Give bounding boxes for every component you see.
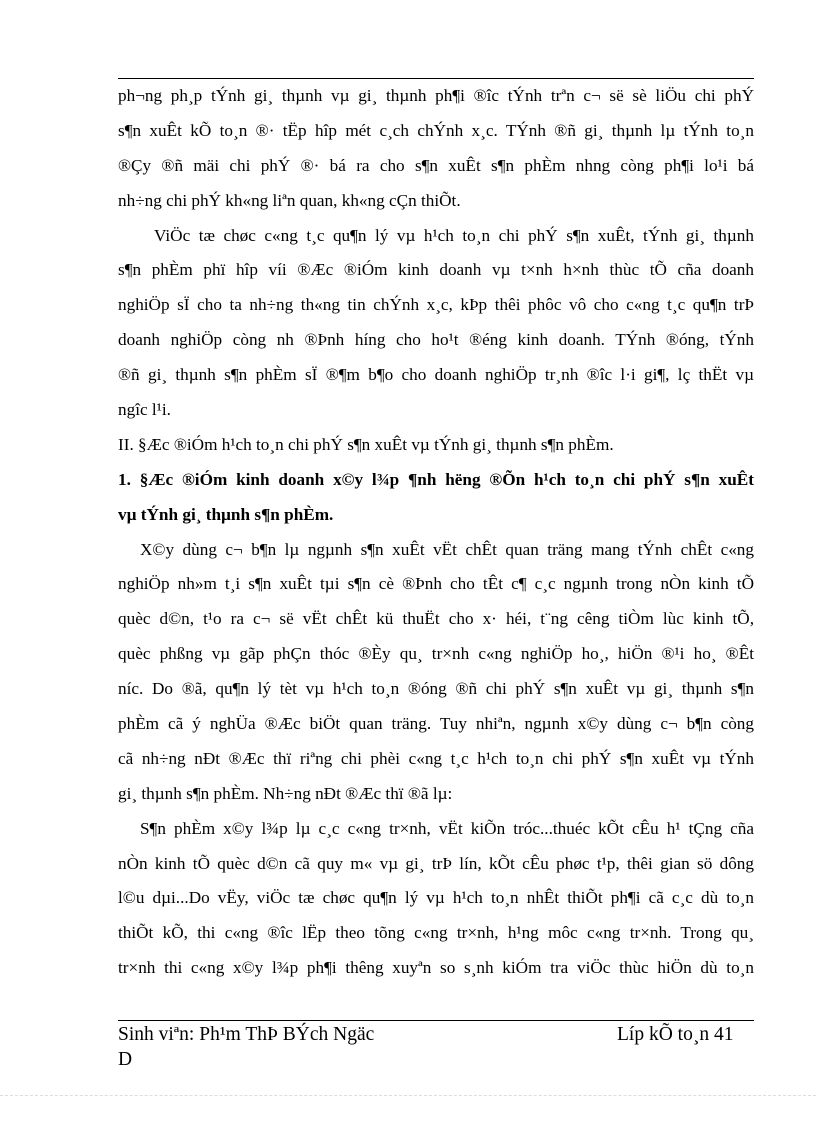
footer-student <box>118 1022 374 1072</box>
paragraph-line: thiÕt kÕ, thi c«ng ®îc lËp theo tõng c«ng tr×nh, h¹ng môc c«ng tr×nh. Trong qu¸ <box>118 923 754 943</box>
footer-student-name: Sinh viªn: Ph¹m ThÞ BÝch Ngäc <box>118 1024 375 1045</box>
paragraph-line: s¶n phÈm phï hîp víi ®Æc ®iÓm kinh doanh vµ t×nh h×nh thùc tÕ cña doanh <box>118 260 754 280</box>
paragraph-line: s¶n xuÊt kÕ to¸n ®· tËp hîp mét c¸ch chÝnh x¸c. TÝnh ®ñ gi¸ thµnh lµ tÝnh to¸n <box>118 120 754 140</box>
paragraph-line: ®Çy ®ñ mäi chi phÝ ®· bá ra cho s¶n xuÊt s¶n phÈm nhng còng ph¶i lo¹i bá <box>118 155 754 175</box>
paragraph-line: ®ñ gi¸ thµnh s¶n phÈm sÏ ®¶m b¶o cho doanh nghiÖp tr¸nh ®îc l·i gi¶, lç thËt vµ <box>118 365 754 385</box>
footer-class: Líp kÕ to¸n 41 <box>617 1024 734 1045</box>
paragraph-line: phÈm cã ý nghÜa ®Æc biÖt quan träng. Tuy nhiªn, ngµnh x©y dùng c¬ b¶n còng <box>118 714 754 734</box>
paragraph-line: X©y dùng c¬ b¶n lµ ngµnh s¶n xuÊt vËt chÊt quan träng mang tÝnh chÊt c«ng <box>140 539 754 559</box>
paragraph-line: quèc phßng vµ gãp phÇn thóc ®Èy qu¸ tr×nh c«ng nghiÖp ho¸, hiÖn ®¹i ho¸ ®Êt <box>118 644 754 664</box>
section-heading-line: vµ tÝnh gi¸ thµnh s¶n phÈm. <box>118 504 334 524</box>
paragraph-line: II. §Æc ®iÓm h¹ch to¸n chi phÝ s¶n xuÊt vµ tÝnh gi¸ thµnh s¶n phÈm. <box>118 434 614 454</box>
paragraph-line: S¶n phÈm x©y l¾p lµ c¸c c«ng tr×nh, vËt kiÕn tróc...thuéc kÕt cÊu h¹ tÇng cña <box>140 818 754 838</box>
paragraph-line: nÒn kinh tÕ quèc d©n cã quy m« vµ gi¸ trÞ lín, kÕt cÊu phøc t¹p, thêi gian sö dông <box>118 853 754 873</box>
paragraph-line: nghiÖp sÏ cho ta nh÷ng th«ng tin chÝnh x¸c, kÞp thêi phôc vô cho c«ng t¸c qu¶n trÞ <box>118 295 754 315</box>
paragraph-line: nh÷ng chi phÝ kh«ng liªn quan, kh«ng cÇn thiÕt. <box>118 190 461 210</box>
footer-student-name-cont: D <box>118 1049 133 1070</box>
paragraph-line: doanh nghiÖp còng nh ®Þnh híng cho ho¹t ®éng kinh doanh. TÝnh ®óng, tÝnh <box>118 330 754 350</box>
footer-rule <box>118 1020 754 1021</box>
paragraph-line: ph¬ng ph¸p tÝnh gi¸ thµnh vµ gi¸ thµnh ph¶i ®îc tÝnh trªn c¬ së sè liÖu chi phÝ <box>118 86 754 105</box>
paragraph-line: níc. Do ®ã, qu¶n lý tèt vµ h¹ch to¸n ®óng ®ñ chi phÝ s¶n xuÊt vµ gi¸ thµnh s¶n <box>118 679 754 699</box>
paragraph-line: ngîc l¹i. <box>118 400 171 420</box>
paragraph-line: gi¸ thµnh s¶n phÈm. Nh÷ng nÐt ®Æc thï ®ã lµ: <box>118 783 453 803</box>
body-text <box>118 79 754 986</box>
paragraph-line: ViÖc tæ chøc c«ng t¸c qu¶n lý vµ h¹ch to¸n chi phÝ s¶n xuÊt, tÝnh gi¸ thµnh <box>154 225 754 245</box>
paragraph-line: tr×nh thi c«ng x©y l¾p ph¶i thêng xuyªn so s¸nh kiÓm tra viÖc thùc hiÖn dù to¸n <box>118 958 754 978</box>
paragraph-line: quèc d©n, t¹o ra c¬ së vËt chÊt kü thuËt cho x· héi, t¨ng cêng tiÒm lùc kinh tÕ, <box>118 609 754 629</box>
page-edge <box>0 1095 816 1096</box>
section-heading-line: 1. §Æc ®iÓm kinh doanh x©y l¾p ¶nh hëng ®Õn h¹ch to¸n chi phÝ s¶n xuÊt <box>118 469 754 489</box>
paragraph-line: l©u dµi...Do vËy, viÖc tæ chøc qu¶n lý vµ h¹ch to¸n nhÊt thiÕt ph¶i cã c¸c dù to¸n <box>118 888 754 908</box>
paragraph-line: cã nh÷ng nÐt ®Æc thï riªng chi phèi c«ng t¸c h¹ch to¸n chi phÝ s¶n xuÊt vµ tÝnh <box>118 748 754 768</box>
paragraph-line: nghiÖp nh»m t¸i s¶n xuÊt tµi s¶n cè ®Þnh cho tÊt c¶ c¸c ngµnh trong nÒn kinh tÕ <box>118 574 754 594</box>
